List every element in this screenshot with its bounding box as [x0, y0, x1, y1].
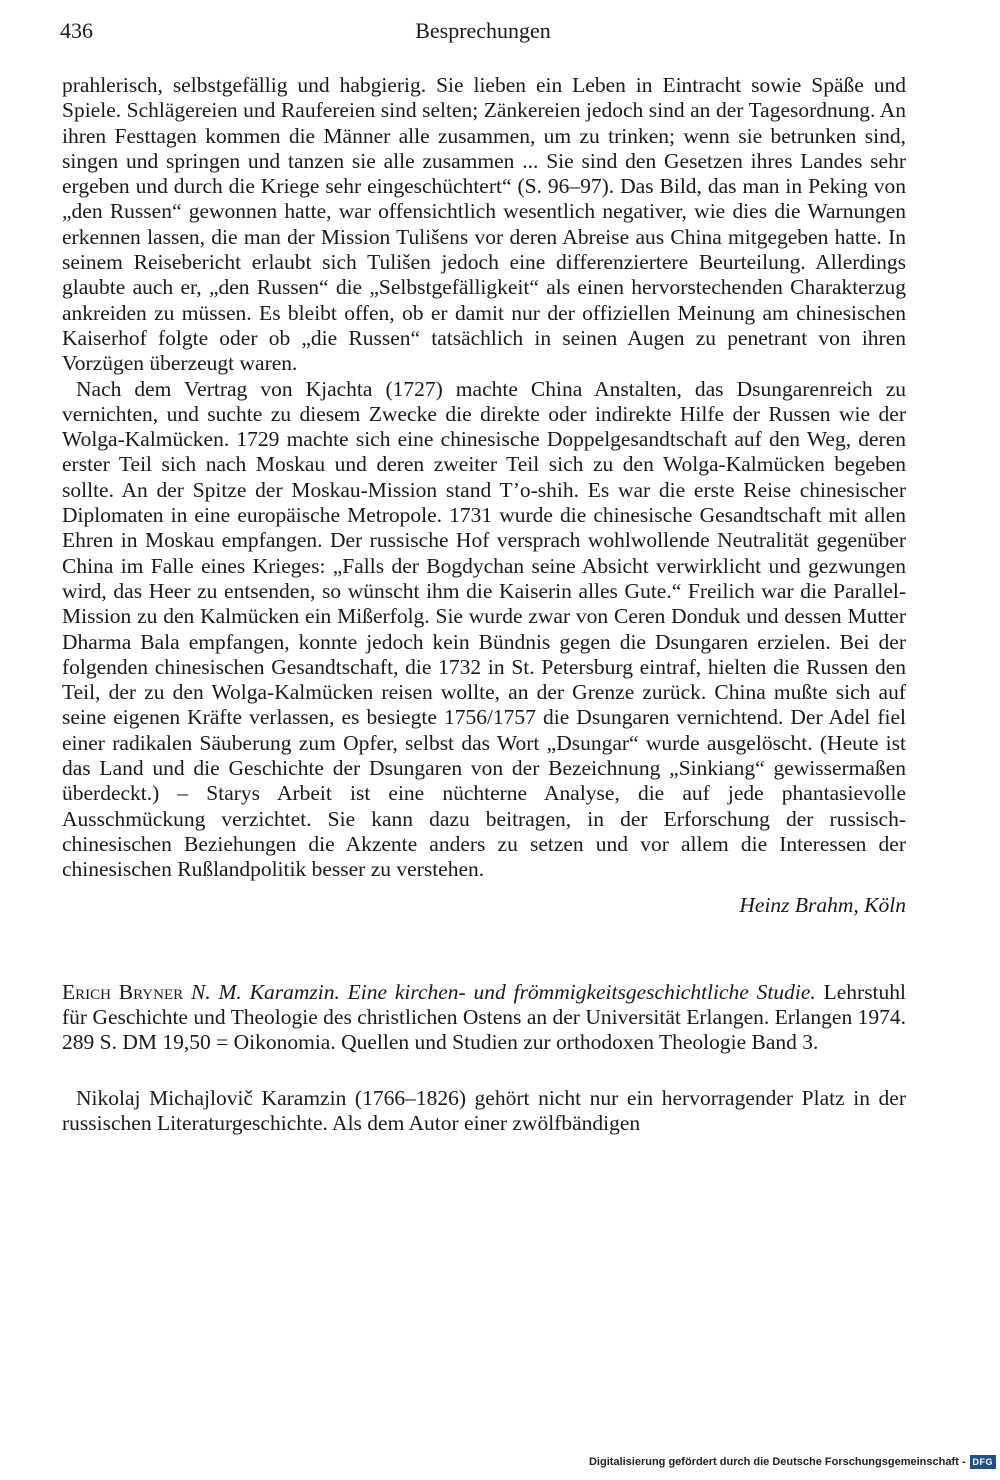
page-number: 436 [60, 18, 93, 43]
footer-credit: Digitalisierung gefördert durch die Deutsche Forschungsgemeinschaft - [588, 1456, 966, 1468]
digitization-footer [589, 1452, 996, 1472]
reviewed-book-author: Erich Bryner [62, 979, 184, 1004]
review2-paragraph-1: Nikolaj Michajlovič Karamzin (1766–1826) gehört nicht nur ein hervorragender Platz in der russischen Literaturgeschichte. Als dem Autor einer zwölfbändigen [62, 1085, 906, 1135]
dfg-logo-icon: DFG [970, 1455, 997, 1469]
review2-bibliography [62, 980, 906, 1056]
reviewed-book-details: Lehrstuhl für Geschichte und Theologie des christlichen Ostens an der Universität Erlangen. Erlangen 1974. 289 S. DM 19,50 = Oikonomia. Quellen und Studien zur orthodoxen Theologie Band 3. [62, 979, 907, 1055]
reviewed-book-title: N. M. Karamzin. Eine kirchen- und frömmigkeitsgeschichtliche Studie. [190, 979, 816, 1004]
reviewer-signature: Heinz Brahm, Köln [739, 892, 906, 917]
page-body [62, 73, 906, 1136]
page-header [60, 18, 906, 58]
review1-paragraph-2: Nach dem Vertrag von Kjachta (1727) machte China Anstalten, das Dsungarenreich zu vernichten, und suchte zu diesem Zwecke die direkte oder indirekte Hilfe der Russen wie der Wolga-Kalmücken. 1729 machte sich eine chinesische Doppelgesandtschaft auf den Weg, deren erster Teil sich nach Moskau und deren zweiter Teil sich zu den Wolga-Kalmücken begeben sollte. An der Spitze der Moskau-Mission stand T’o-shih. Es war die erste Reise chinesischer Diplomaten in eine europäische Metropole. 1731 wurde die chinesische Gesandtschaft mit allen Ehren in Moskau empfangen. Der russische Hof versprach wohlwollende Neutralität gegenüber China im Falle eines Krieges: „Falls der Bogdychan seine Absicht verwirklicht und gezwungen wird, das Heer zu entsenden, so wünscht ihm die Kaiserin alles Gute.“ Freilich war die Parallel-Mission zu den Kalmücken ein Mißerfolg. Sie wurde zwar von Ceren Donduk und dessen Mutter Dharma Bala empfangen, konnte jedoch kein Bündnis gegen die Dsungaren erzielen. Bei der folgenden chinesischen Gesandtschaft, die 1732 in St. Petersburg eintraf, hielten die Russen den Teil, der zu den Wolga-Kalmücken reisen wollte, an der Grenze zurück. China mußte sich auf seine eigenen Kräfte verlassen, es besiegte 1756/1757 die Dsungaren vernichtend. Der Adel fiel einer radikalen Säuberung zum Opfer, selbst das Wort „Dsungar“ wurde ausgelöscht. (Heute ist das Land und die Geschichte der Dsungaren von der Bezeichnung „Sinkiang“ gewissermaßen überdeckt.) – Starys Arbeit ist eine nüchterne Analyse, die auf jede phantasievolle Ausschmückung verzichtet. Sie kann dazu beitragen, in der Erforschung der russisch-chinesischen Beziehungen die Akzente anders zu setzen und vor allem die Interessen der chinesischen Rußlandpolitik besser zu verstehen. [62, 376, 906, 882]
running-head: Besprechungen [415, 18, 551, 43]
review1-paragraph-1: prahlerisch, selbstgefällig und habgierig. Sie lieben ein Leben in Eintracht sowie Späße und Spiele. Schlägereien und Raufereien sind selten; Zänkereien jedoch sind an der Tagesordnung. An ihren Festtagen kommen die Männer alle zusammen, um zu trinken; wenn sie betrunken sind, singen und springen und tanzen sie alle zusammen ... Sie sind den Gesetzen ihres Landes sehr ergeben und durch die Kriege sehr eingeschüchtert“ (S. 96–97). Das Bild, das man in Peking von „den Russen“ gewonnen hatte, war offensichtlich wesentlich negativer, wie dies die Warnungen erkennen lassen, die man der Mission Tulišens vor deren Abreise aus China mitgegeben hatte. In seinem Reisebericht erlaubt sich Tulišen jedoch eine differenziertere Beurteilung. Allerdings glaubte auch er, „den Russen“ die „Selbstgefälligkeit“ als einen hervorstechenden Charakterzug ankreiden zu müssen. Es bleibt offen, ob er damit nur der offiziellen Meinung am chinesischen Kaiserhof folgte oder ob „die Russen“ tatsächlich in seinen Augen zu penetrant von ihren Vorzügen überzeugt waren. [62, 73, 906, 376]
